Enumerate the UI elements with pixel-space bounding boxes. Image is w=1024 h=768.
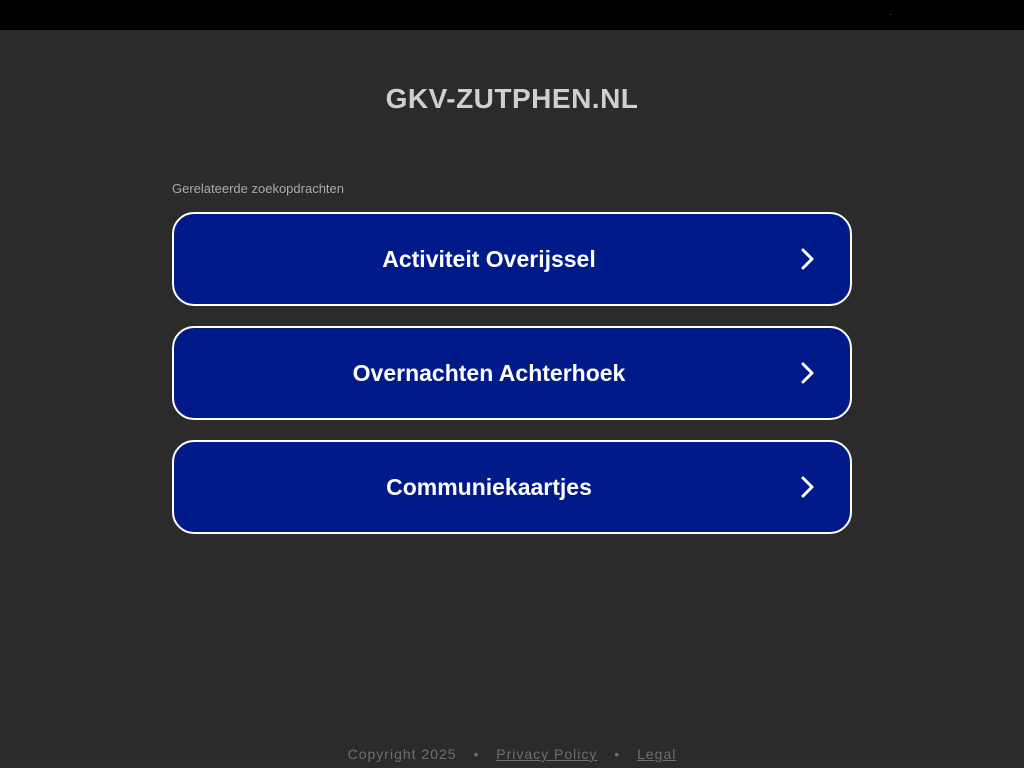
- top-bar: [0, 0, 1024, 30]
- related-searches-list: [172, 212, 852, 554]
- legal-link[interactable]: Legal: [637, 746, 677, 762]
- chevron-right-icon: [796, 247, 820, 271]
- footer-separator: •: [614, 746, 621, 762]
- related-search-label: Activiteit Overijssel: [382, 246, 596, 272]
- related-search-label: Communiekaartjes: [386, 474, 592, 500]
- footer: [0, 745, 1024, 763]
- related-search-button-communiekaartjes[interactable]: [172, 440, 852, 534]
- chevron-right-icon: [796, 361, 820, 385]
- domain-title: GKV-ZUTPHEN.NL: [385, 83, 639, 114]
- related-search-button-activiteit-overijssel[interactable]: [172, 212, 852, 306]
- related-search-label: Overnachten Achterhoek: [352, 360, 626, 386]
- related-searches-label: Gerelateerde zoekopdrachten: [172, 181, 345, 196]
- top-bar-dot: [890, 14, 891, 15]
- copyright-text: Copyright 2025: [347, 746, 457, 762]
- related-search-button-overnachten-achterhoek[interactable]: [172, 326, 852, 420]
- privacy-policy-link[interactable]: Privacy Policy: [496, 746, 598, 762]
- footer-separator: •: [473, 746, 480, 762]
- chevron-right-icon: [796, 475, 820, 499]
